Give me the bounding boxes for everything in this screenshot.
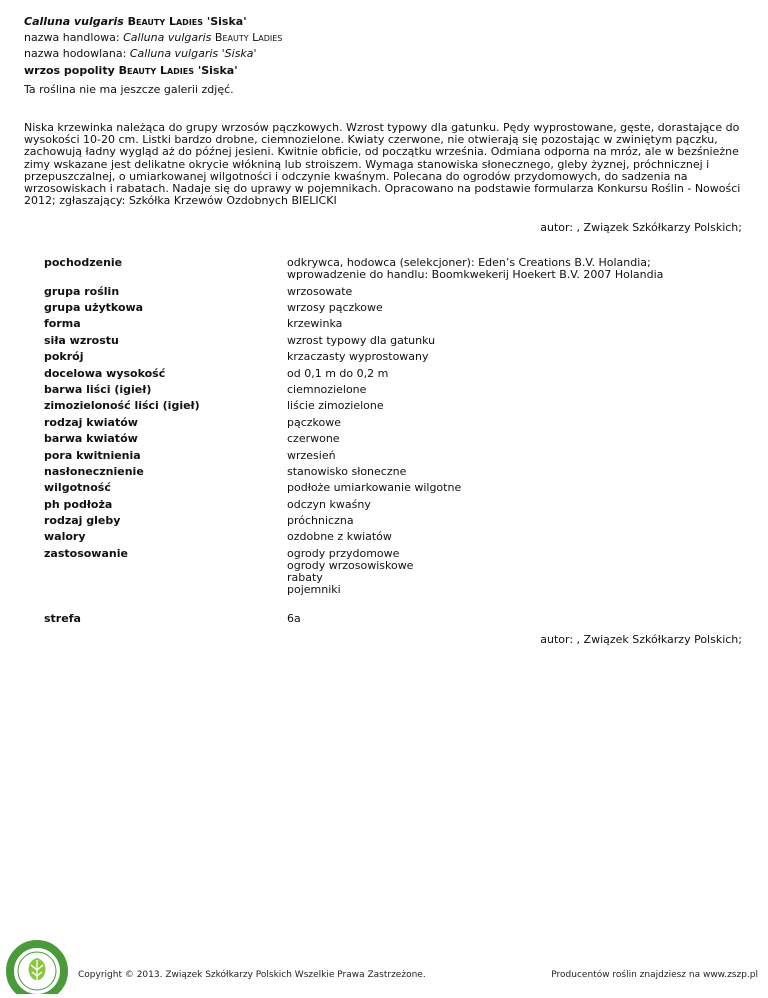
breeder-name: nazwa hodowlana: Calluna vulgaris 'Siska' bbox=[24, 47, 257, 61]
attribute-value-line: ozdobne z kwiatów bbox=[287, 530, 392, 544]
attribute-row bbox=[0, 515, 768, 527]
attribute-row bbox=[0, 433, 768, 445]
attribute-value-line: czerwone bbox=[287, 432, 340, 446]
attribute-value bbox=[287, 384, 768, 396]
attribute-row bbox=[0, 286, 768, 298]
attribute-value-line: odczyn kwaśny bbox=[287, 497, 371, 511]
attribute-label: walory bbox=[44, 530, 86, 544]
polish-name: wrzos popolity Beauty Ladies 'Siska' bbox=[24, 63, 238, 77]
attribute-value-line: liście zimozielone bbox=[287, 399, 384, 413]
plant-description: Niska krzewinka należąca do grupy wrzosów pączkowych. Wzrost typowy dla gatunku. Pędy wyprostowane, gęste, dorastające do wysokości 10-20 cm. Listki bardzo drobne, ciemnozielone. Kwiaty czerwone, nie otwierają się pozostając w zwiniętym pączku, zachowują ładny wygląd aż do późnej jesieni. Kwitnie obficie, od początku września. Odmiana odporna na mróz, ale w bezśnieżne zimy wskazane jest delikatne okrycie włókniną lub stroiszem. Wymaga stanowiska słonecznego, gleby żyznej, próchnicznej i przepuszczalnej, o umiarkowanej wilgotności i odczynie kwaśnym. Polecana do ogrodów przydomowych, do sadzenia na wrzosowiskach i rabatach. Nadaje się do uprawy w pojemnikach. Opracowano na podstawie formularza Konkursu Roślin - Nowości 2012; zgłaszający: Szkółka Krzewów Ozdobnych BIELICKI bbox=[24, 121, 741, 208]
attribute-label: pochodzenie bbox=[44, 256, 123, 269]
attribute-value bbox=[287, 531, 768, 543]
attribute-value-line: wprowadzenie do handlu: Boomkwekerij Hoekert B.V. 2007 Holandia bbox=[287, 268, 664, 282]
attribute-value bbox=[287, 515, 768, 527]
attribute-label: pora kwitnienia bbox=[44, 448, 141, 462]
attribute-value-line: pojemniki bbox=[287, 583, 341, 597]
attributes-table bbox=[0, 257, 768, 629]
attribute-label: rodzaj kwiatów bbox=[44, 415, 138, 429]
attribute-value bbox=[287, 482, 768, 494]
attribute-row bbox=[0, 257, 768, 281]
attribute-label: ph podłoża bbox=[44, 497, 113, 511]
zszp-logo bbox=[6, 940, 68, 994]
attribute-row bbox=[0, 351, 768, 363]
attribute-value-line: ciemnozielone bbox=[287, 382, 367, 396]
attribute-value-line: wrzosy pączkowe bbox=[287, 300, 383, 314]
attribute-value bbox=[287, 318, 768, 330]
attribute-value-line: wzrost typowy dla gatunku bbox=[287, 333, 436, 347]
attribute-value bbox=[287, 368, 768, 380]
attribute-value-line: od 0,1 m do 0,2 m bbox=[287, 366, 389, 380]
attribute-row bbox=[0, 450, 768, 462]
attribute-row bbox=[0, 400, 768, 412]
attribute-row bbox=[0, 531, 768, 543]
attribute-value bbox=[287, 302, 768, 314]
attribute-label: nasłonecznienie bbox=[44, 464, 144, 478]
attribute-label: zastosowanie bbox=[44, 546, 128, 560]
producers-link[interactable]: Producentów roślin znajdziesz na www.zszp.pl bbox=[551, 970, 758, 980]
attribute-row bbox=[0, 384, 768, 396]
attribute-label: zimozieloność liści (igieł) bbox=[44, 399, 200, 413]
attribute-label: grupa użytkowa bbox=[44, 300, 144, 314]
attribute-row bbox=[0, 318, 768, 330]
attribute-value bbox=[287, 257, 768, 281]
attribute-value bbox=[287, 450, 768, 462]
attribute-row bbox=[0, 482, 768, 494]
attribute-label: barwa kwiatów bbox=[44, 432, 138, 446]
attribute-value bbox=[287, 286, 768, 298]
author-line: autor: , Związek Szkółkarzy Polskich; bbox=[540, 221, 742, 234]
attribute-row bbox=[0, 548, 768, 597]
attribute-value bbox=[287, 548, 768, 597]
attribute-label: rodzaj gleby bbox=[44, 514, 121, 528]
attribute-label: pokrój bbox=[44, 350, 84, 364]
attribute-value-line: rabaty bbox=[287, 571, 323, 585]
attribute-row bbox=[0, 302, 768, 314]
attribute-value-line: próchniczna bbox=[287, 514, 354, 528]
attribute-row bbox=[0, 368, 768, 380]
attribute-value-line: krzewinka bbox=[287, 317, 343, 331]
attribute-label: siła wzrostu bbox=[44, 333, 119, 347]
attribute-value-line: odkrywca, hodowca (selekcjoner): Eden’s Creations B.V. Holandia; bbox=[287, 256, 651, 269]
attribute-row bbox=[0, 499, 768, 511]
attribute-value bbox=[287, 466, 768, 478]
attribute-label: strefa bbox=[44, 611, 81, 625]
attribute-value bbox=[287, 433, 768, 445]
footer bbox=[0, 940, 768, 994]
attribute-value-line: podłoże umiarkowanie wilgotne bbox=[287, 481, 462, 495]
attribute-label: docelowa wysokość bbox=[44, 366, 166, 380]
attribute-row bbox=[0, 417, 768, 429]
attribute-row bbox=[0, 466, 768, 478]
attribute-row bbox=[0, 335, 768, 347]
attribute-value bbox=[287, 613, 768, 625]
copyright: Copyright © 2013. Związek Szkółkarzy Polskich Wszelkie Prawa Zastrzeżone. bbox=[78, 970, 426, 980]
author-line: autor: , Związek Szkółkarzy Polskich; bbox=[540, 633, 742, 646]
attribute-label: barwa liści (igieł) bbox=[44, 382, 152, 396]
attribute-value-line: ogrody przydomowe bbox=[287, 546, 400, 560]
no-gallery-note: Ta roślina nie ma jeszcze galerii zdjęć. bbox=[24, 83, 234, 96]
attribute-value-line: 6a bbox=[287, 611, 301, 625]
plant-header bbox=[24, 14, 282, 79]
attribute-label: wilgotność bbox=[44, 481, 111, 495]
attribute-label: forma bbox=[44, 317, 81, 331]
attribute-value-line: ogrody wrzosowiskowe bbox=[287, 559, 414, 573]
attribute-value-line: wrzosowate bbox=[287, 284, 353, 298]
trade-name: nazwa handlowa: Calluna vulgaris Beauty Ladies bbox=[24, 31, 283, 45]
attribute-row bbox=[0, 613, 768, 625]
attribute-value-line: stanowisko słoneczne bbox=[287, 464, 407, 478]
attribute-label: grupa roślin bbox=[44, 284, 120, 298]
attribute-value bbox=[287, 351, 768, 363]
attribute-value bbox=[287, 400, 768, 412]
attribute-value bbox=[287, 335, 768, 347]
attribute-value-line: wrzesień bbox=[287, 448, 336, 462]
attribute-value bbox=[287, 417, 768, 429]
plant-title: Calluna vulgaris Beauty Ladies 'Siska' bbox=[24, 15, 247, 28]
attribute-value-line: krzaczasty wyprostowany bbox=[287, 350, 429, 364]
attribute-value bbox=[287, 499, 768, 511]
attribute-value-line: pączkowe bbox=[287, 415, 342, 429]
